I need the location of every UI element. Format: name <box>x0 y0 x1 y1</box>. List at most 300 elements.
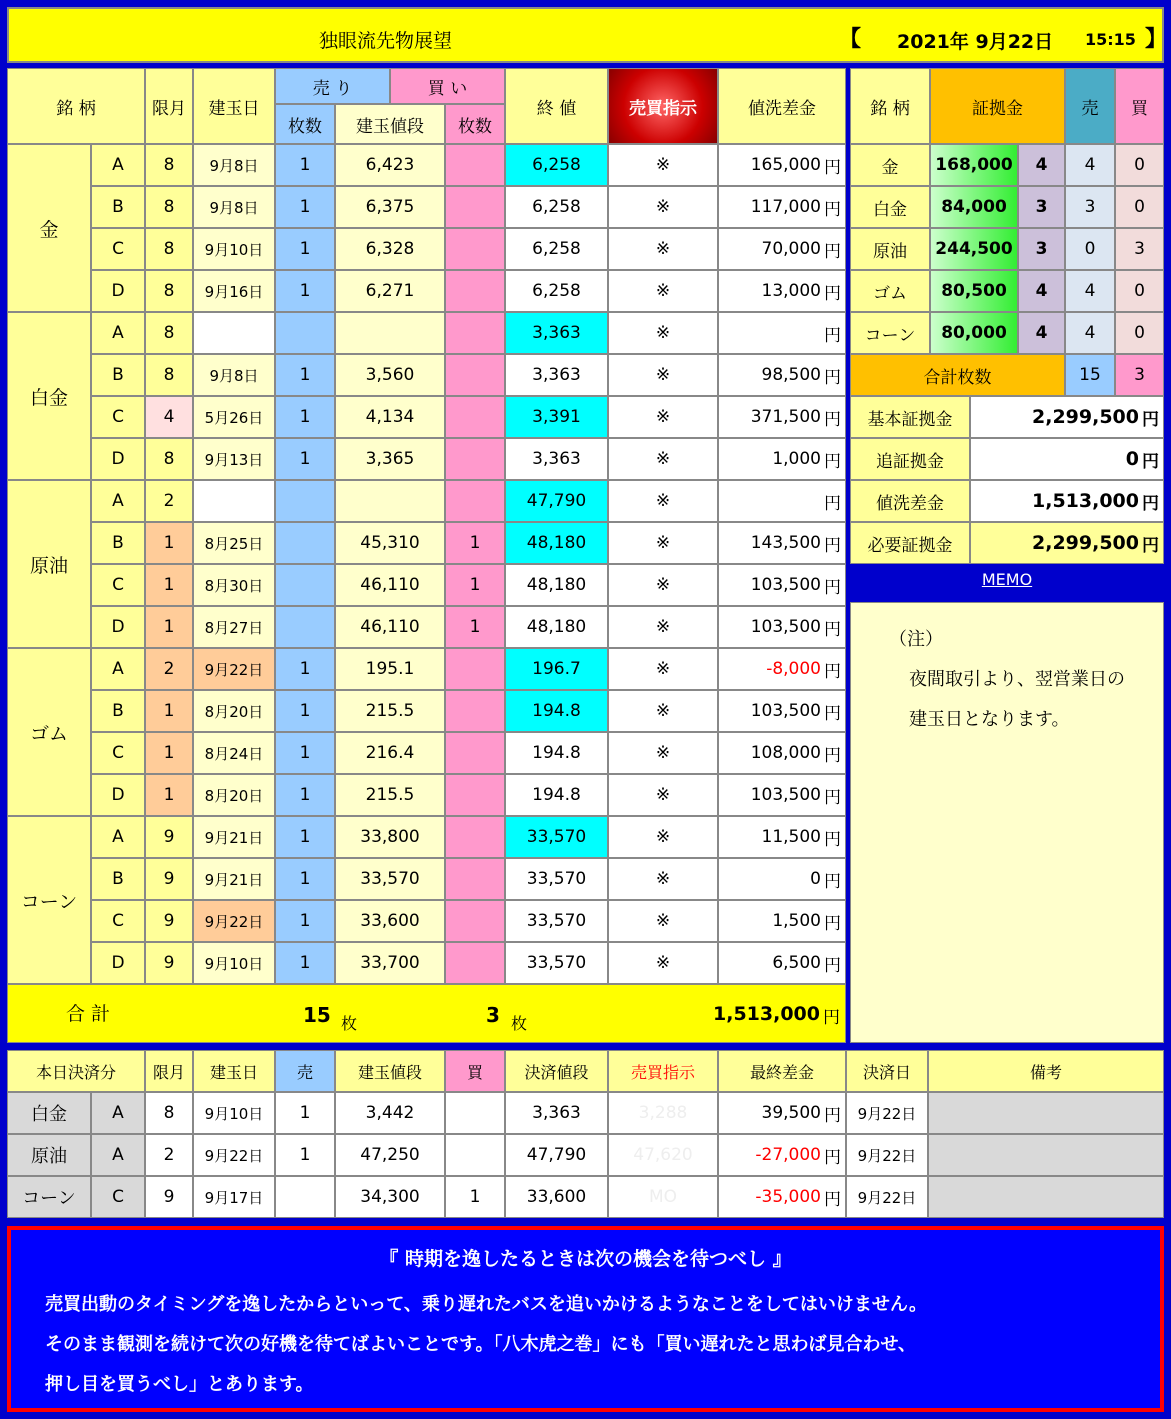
settled-header-buy: 買 <box>445 1050 505 1092</box>
memo-line-3: 建玉日となります。 <box>909 709 1070 730</box>
row-date: 9月8日 <box>193 144 275 186</box>
row-instruction: ※ <box>608 438 718 480</box>
row-buy-qty: 1 <box>445 522 505 564</box>
side-total-sell: 15 <box>1065 354 1115 396</box>
side-row-name: 白金 <box>850 186 930 228</box>
diff-value: 6,500 <box>772 953 821 973</box>
settled-row-buy <box>445 1134 505 1176</box>
row-close: 196.7 <box>505 648 608 690</box>
side-header-sell: 売 <box>1065 68 1115 144</box>
memo-box <box>850 602 1164 1043</box>
row-close: 48,180 <box>505 606 608 648</box>
header-buy: 買 い <box>390 68 505 104</box>
summary-value <box>970 480 1164 522</box>
row-date: 9月10日 <box>193 228 275 270</box>
row-build-price: 195.1 <box>335 648 445 690</box>
yen-unit: 円 <box>1142 493 1159 514</box>
settled-row-sub: C <box>91 1176 145 1218</box>
row-sub: A <box>91 816 145 858</box>
row-close: 194.8 <box>505 732 608 774</box>
row-month: 4 <box>145 396 193 438</box>
yen-unit: 円 <box>824 1105 841 1126</box>
side-row-margin: 244,500 <box>930 228 1018 270</box>
row-month: 9 <box>145 942 193 984</box>
group-label: ゴム <box>7 648 91 816</box>
yen-unit: 円 <box>824 829 841 850</box>
row-date: 9月13日 <box>193 438 275 480</box>
yen-unit: 円 <box>824 619 841 640</box>
header-buy-qty: 枚数 <box>445 104 505 144</box>
row-sell-qty: 1 <box>275 942 335 984</box>
row-instruction: ※ <box>608 228 718 270</box>
header-time: 15:15 <box>1085 30 1136 49</box>
proverb-line-3: 押し目を買うべし」とあります。 <box>45 1374 314 1395</box>
row-sell-qty: 1 <box>275 144 335 186</box>
yen-unit: 円 <box>1142 535 1159 556</box>
settled-header-instruction: 売買指示 <box>608 1050 718 1092</box>
row-build-price: 3,365 <box>335 438 445 480</box>
side-row-margin: 80,000 <box>930 312 1018 354</box>
diff-value: 103,500 <box>750 785 821 805</box>
row-close: 33,570 <box>505 858 608 900</box>
row-build-price: 6,328 <box>335 228 445 270</box>
settled-row-sub: A <box>91 1092 145 1134</box>
row-close: 3,363 <box>505 438 608 480</box>
side-row-name: ゴム <box>850 270 930 312</box>
settled-row-settle: 33,600 <box>505 1176 608 1218</box>
row-sub: B <box>91 186 145 228</box>
row-sell-qty: 1 <box>275 186 335 228</box>
side-row-buy: 0 <box>1115 312 1164 354</box>
final-value: 39,500 <box>761 1103 821 1123</box>
row-close: 33,570 <box>505 816 608 858</box>
diff-value: -8,000 <box>766 659 821 679</box>
settled-row-settle-date: 9月22日 <box>846 1176 928 1218</box>
settled-row-note <box>928 1092 1164 1134</box>
row-sell-qty: 1 <box>275 648 335 690</box>
group-label: コーン <box>7 816 91 984</box>
proverb-box <box>7 1226 1164 1412</box>
side-row-sell: 3 <box>1065 186 1115 228</box>
settled-row-name: コーン <box>7 1176 91 1218</box>
row-instruction: ※ <box>608 144 718 186</box>
diff-value: 371,500 <box>750 407 821 427</box>
row-sub: A <box>91 312 145 354</box>
row-buy-qty: 1 <box>445 606 505 648</box>
settled-row-instruction: 3,288 <box>608 1092 718 1134</box>
side-header-buy: 買 <box>1115 68 1164 144</box>
row-sub: D <box>91 774 145 816</box>
row-buy-qty: 1 <box>445 564 505 606</box>
settled-table <box>7 1050 1164 1220</box>
yen-unit: 円 <box>824 955 841 976</box>
settled-header-final: 最終差金 <box>718 1050 846 1092</box>
settled-header-settle-date: 決済日 <box>846 1050 928 1092</box>
settled-row-buy: 1 <box>445 1176 505 1218</box>
row-close: 3,363 <box>505 354 608 396</box>
row-month: 1 <box>145 606 193 648</box>
proverb-title: 『 時期を逸したるときは次の機会を待つべし 』 <box>379 1248 792 1270</box>
total-label: 合 計 <box>66 1003 111 1025</box>
row-build-price: 6,271 <box>335 270 445 312</box>
memo-line-2: 夜間取引より、翌営業日の <box>909 669 1125 690</box>
row-diff <box>718 270 846 312</box>
header-diff: 値洗差金 <box>718 68 846 144</box>
row-date: 8月25日 <box>193 522 275 564</box>
row-sell-qty <box>275 522 335 564</box>
row-month: 8 <box>145 144 193 186</box>
row-diff <box>718 522 846 564</box>
row-buy-qty <box>445 354 505 396</box>
header-brand: 銘 柄 <box>7 68 145 144</box>
yen-unit: 円 <box>824 703 841 724</box>
row-instruction: ※ <box>608 816 718 858</box>
settled-row-month: 2 <box>145 1134 193 1176</box>
row-date: 5月26日 <box>193 396 275 438</box>
row-sell-qty: 1 <box>275 270 335 312</box>
side-row-buy: 0 <box>1115 270 1164 312</box>
row-sell-qty: 1 <box>275 228 335 270</box>
row-sub: A <box>91 144 145 186</box>
row-sell-qty: 1 <box>275 900 335 942</box>
row-month: 8 <box>145 186 193 228</box>
row-build-price: 46,110 <box>335 606 445 648</box>
settled-row-final <box>718 1134 846 1176</box>
settled-row-name: 白金 <box>7 1092 91 1134</box>
header-instruction: 売買指示 <box>608 68 718 144</box>
row-close: 3,391 <box>505 396 608 438</box>
row-sell-qty: 1 <box>275 690 335 732</box>
row-month: 8 <box>145 438 193 480</box>
proverb-line-2: そのまま観測を続けて次の好機を待てばよいことです。「八木虎之巻」にも「買い遅れたと思わば見合わせ、 <box>45 1334 917 1355</box>
row-month: 1 <box>145 732 193 774</box>
side-row-margin: 84,000 <box>930 186 1018 228</box>
row-buy-qty <box>445 438 505 480</box>
row-instruction: ※ <box>608 942 718 984</box>
summary-value <box>970 438 1164 480</box>
row-build-price <box>335 312 445 354</box>
group-label: 金 <box>7 144 91 312</box>
diff-value: 98,500 <box>761 365 821 385</box>
row-date: 9月8日 <box>193 186 275 228</box>
row-sell-qty: 1 <box>275 732 335 774</box>
row-diff <box>718 312 846 354</box>
row-buy-qty <box>445 942 505 984</box>
row-build-price: 4,134 <box>335 396 445 438</box>
final-value: -35,000 <box>755 1187 821 1207</box>
side-row-buy: 0 <box>1115 144 1164 186</box>
side-row-sell: 4 <box>1065 144 1115 186</box>
header-date: 2021年 9月22日 <box>897 31 1054 53</box>
settled-row-date: 9月10日 <box>193 1092 275 1134</box>
row-date: 9月21日 <box>193 816 275 858</box>
side-header-brand: 銘 柄 <box>850 68 930 144</box>
yen-unit: 円 <box>1142 409 1159 430</box>
row-instruction: ※ <box>608 480 718 522</box>
row-date: 9月8日 <box>193 354 275 396</box>
row-buy-qty <box>445 774 505 816</box>
diff-value: 165,000 <box>750 155 821 175</box>
row-diff <box>718 690 846 732</box>
row-sub: C <box>91 228 145 270</box>
row-sell-qty <box>275 606 335 648</box>
row-instruction: ※ <box>608 606 718 648</box>
total-sell-unit: 枚 <box>341 1014 358 1033</box>
yen-unit: 円 <box>824 577 841 598</box>
row-diff <box>718 228 846 270</box>
diff-value: 0 <box>810 869 821 889</box>
row-close: 6,258 <box>505 228 608 270</box>
row-date: 8月30日 <box>193 564 275 606</box>
row-sub: D <box>91 438 145 480</box>
row-instruction: ※ <box>608 312 718 354</box>
row-diff <box>718 942 846 984</box>
row-sub: A <box>91 648 145 690</box>
margin-panel <box>850 68 1164 1043</box>
row-build-price: 6,423 <box>335 144 445 186</box>
row-date: 8月20日 <box>193 690 275 732</box>
diff-value: 103,500 <box>750 575 821 595</box>
row-sell-qty: 1 <box>275 354 335 396</box>
settled-row-month: 9 <box>145 1176 193 1218</box>
header-date: 建玉日 <box>193 68 275 144</box>
group-label: 白金 <box>7 312 91 480</box>
row-date: 9月10日 <box>193 942 275 984</box>
row-date: 9月16日 <box>193 270 275 312</box>
yen-unit: 円 <box>824 913 841 934</box>
row-sell-qty: 1 <box>275 396 335 438</box>
row-sub: C <box>91 564 145 606</box>
diff-value: 103,500 <box>750 617 821 637</box>
row-sell-qty <box>275 312 335 354</box>
settled-row-sub: A <box>91 1134 145 1176</box>
summary-amount: 1,513,000 <box>1032 490 1139 512</box>
row-buy-qty <box>445 732 505 774</box>
header-bar <box>7 7 1168 63</box>
final-value: -27,000 <box>755 1145 821 1165</box>
yen-unit: 円 <box>824 1189 841 1210</box>
total-row <box>7 984 846 1043</box>
summary-label: 必要証拠金 <box>850 522 970 564</box>
side-row-qty: 4 <box>1018 270 1065 312</box>
side-row-sell: 4 <box>1065 312 1115 354</box>
row-month: 1 <box>145 564 193 606</box>
row-instruction: ※ <box>608 858 718 900</box>
diff-value: 11,500 <box>761 827 821 847</box>
row-sell-qty <box>275 564 335 606</box>
row-close: 33,570 <box>505 900 608 942</box>
memo-link[interactable]: MEMO <box>981 570 1033 589</box>
page-title: 独眼流先物展望 <box>319 30 453 52</box>
diff-value: 70,000 <box>761 239 821 259</box>
row-month: 2 <box>145 480 193 522</box>
row-instruction: ※ <box>608 732 718 774</box>
side-row-qty: 3 <box>1018 228 1065 270</box>
settled-header-month: 限月 <box>145 1050 193 1092</box>
side-row-margin: 80,500 <box>930 270 1018 312</box>
row-sell-qty: 1 <box>275 816 335 858</box>
side-row-name: 原油 <box>850 228 930 270</box>
row-build-price: 33,570 <box>335 858 445 900</box>
side-row-qty: 3 <box>1018 186 1065 228</box>
diff-value: 108,000 <box>750 743 821 763</box>
row-buy-qty <box>445 186 505 228</box>
row-date: 9月22日 <box>193 900 275 942</box>
row-sub: C <box>91 396 145 438</box>
memo-line-1: （注） <box>889 629 943 650</box>
settled-row-settle-date: 9月22日 <box>846 1092 928 1134</box>
yen-unit: 円 <box>824 241 841 262</box>
row-build-price: 215.5 <box>335 690 445 732</box>
row-buy-qty <box>445 900 505 942</box>
settled-row-price: 47,250 <box>335 1134 445 1176</box>
settled-row-settle: 3,363 <box>505 1092 608 1134</box>
row-instruction: ※ <box>608 564 718 606</box>
row-sell-qty <box>275 480 335 522</box>
group-label: 原油 <box>7 480 91 648</box>
settled-header-settle: 決済値段 <box>505 1050 608 1092</box>
yen-unit: 円 <box>1142 451 1159 472</box>
settled-row-note <box>928 1134 1164 1176</box>
summary-label: 値洗差金 <box>850 480 970 522</box>
row-date <box>193 312 275 354</box>
row-month: 9 <box>145 816 193 858</box>
row-sub: B <box>91 354 145 396</box>
side-header-margin: 証拠金 <box>930 68 1065 144</box>
settled-row-buy <box>445 1092 505 1134</box>
date-open-bracket: 【 <box>839 27 862 52</box>
settled-row-final <box>718 1176 846 1218</box>
settled-row-month: 8 <box>145 1092 193 1134</box>
settled-row-note <box>928 1176 1164 1218</box>
settled-row-sell: 1 <box>275 1092 335 1134</box>
diff-value: 117,000 <box>750 197 821 217</box>
header-build-price: 建玉値段 <box>335 104 445 144</box>
yen-unit: 円 <box>824 661 841 682</box>
row-instruction: ※ <box>608 270 718 312</box>
row-diff <box>718 900 846 942</box>
yen-unit: 円 <box>824 493 841 514</box>
yen-unit: 円 <box>824 325 841 346</box>
row-instruction: ※ <box>608 522 718 564</box>
row-build-price: 6,375 <box>335 186 445 228</box>
row-instruction: ※ <box>608 186 718 228</box>
row-build-price: 33,600 <box>335 900 445 942</box>
row-close: 194.8 <box>505 774 608 816</box>
yen-unit: 円 <box>824 871 841 892</box>
header-sell-qty: 枚数 <box>275 104 335 144</box>
row-diff <box>718 396 846 438</box>
main-table <box>7 68 846 1043</box>
yen-unit: 円 <box>824 157 841 178</box>
row-diff <box>718 564 846 606</box>
row-close: 3,363 <box>505 312 608 354</box>
settled-header-price: 建玉値段 <box>335 1050 445 1092</box>
row-month: 1 <box>145 774 193 816</box>
row-diff <box>718 732 846 774</box>
row-buy-qty <box>445 270 505 312</box>
settled-row-date: 9月17日 <box>193 1176 275 1218</box>
row-diff <box>718 186 846 228</box>
settled-row-price: 3,442 <box>335 1092 445 1134</box>
diff-value: 143,500 <box>750 533 821 553</box>
row-month: 9 <box>145 900 193 942</box>
row-instruction: ※ <box>608 774 718 816</box>
row-instruction: ※ <box>608 690 718 732</box>
row-build-price: 216.4 <box>335 732 445 774</box>
yen-unit: 円 <box>824 199 841 220</box>
side-row-qty: 4 <box>1018 144 1065 186</box>
row-build-price: 45,310 <box>335 522 445 564</box>
summary-value <box>970 522 1164 564</box>
row-buy-qty <box>445 228 505 270</box>
row-sell-qty: 1 <box>275 438 335 480</box>
diff-value: 13,000 <box>761 281 821 301</box>
total-buy: 3 <box>486 1003 500 1027</box>
row-diff <box>718 144 846 186</box>
row-diff <box>718 354 846 396</box>
side-row-qty: 4 <box>1018 312 1065 354</box>
summary-amount: 0 <box>1125 448 1139 470</box>
diff-value: 103,500 <box>750 701 821 721</box>
row-buy-qty <box>445 816 505 858</box>
settled-row-sell <box>275 1176 335 1218</box>
total-yen: 円 <box>823 1008 840 1028</box>
row-build-price: 33,800 <box>335 816 445 858</box>
side-total-buy: 3 <box>1115 354 1164 396</box>
yen-unit: 円 <box>824 409 841 430</box>
summary-label: 基本証拠金 <box>850 396 970 438</box>
settled-row-final <box>718 1092 846 1134</box>
row-month: 9 <box>145 858 193 900</box>
row-build-price: 46,110 <box>335 564 445 606</box>
total-buy-unit: 枚 <box>511 1014 528 1033</box>
row-diff <box>718 816 846 858</box>
side-row-sell: 0 <box>1065 228 1115 270</box>
row-close: 6,258 <box>505 186 608 228</box>
settled-header-date: 建玉日 <box>193 1050 275 1092</box>
settled-row-instruction: MO <box>608 1176 718 1218</box>
row-diff <box>718 858 846 900</box>
side-row-buy: 3 <box>1115 228 1164 270</box>
row-buy-qty <box>445 480 505 522</box>
row-close: 33,570 <box>505 942 608 984</box>
row-sub: A <box>91 480 145 522</box>
row-buy-qty <box>445 396 505 438</box>
yen-unit: 円 <box>824 283 841 304</box>
row-buy-qty <box>445 312 505 354</box>
row-date <box>193 480 275 522</box>
row-diff <box>718 480 846 522</box>
row-sub: D <box>91 606 145 648</box>
row-month: 2 <box>145 648 193 690</box>
row-month: 8 <box>145 354 193 396</box>
row-instruction: ※ <box>608 648 718 690</box>
row-instruction: ※ <box>608 354 718 396</box>
settled-row-price: 34,300 <box>335 1176 445 1218</box>
row-month: 8 <box>145 312 193 354</box>
yen-unit: 円 <box>824 1147 841 1168</box>
row-sub: D <box>91 270 145 312</box>
row-instruction: ※ <box>608 900 718 942</box>
side-total-label: 合計枚数 <box>850 354 1065 396</box>
side-row-name: 金 <box>850 144 930 186</box>
row-date: 8月20日 <box>193 774 275 816</box>
row-diff <box>718 648 846 690</box>
row-sub: C <box>91 732 145 774</box>
side-row-sell: 4 <box>1065 270 1115 312</box>
diff-value: 1,000 <box>772 449 821 469</box>
